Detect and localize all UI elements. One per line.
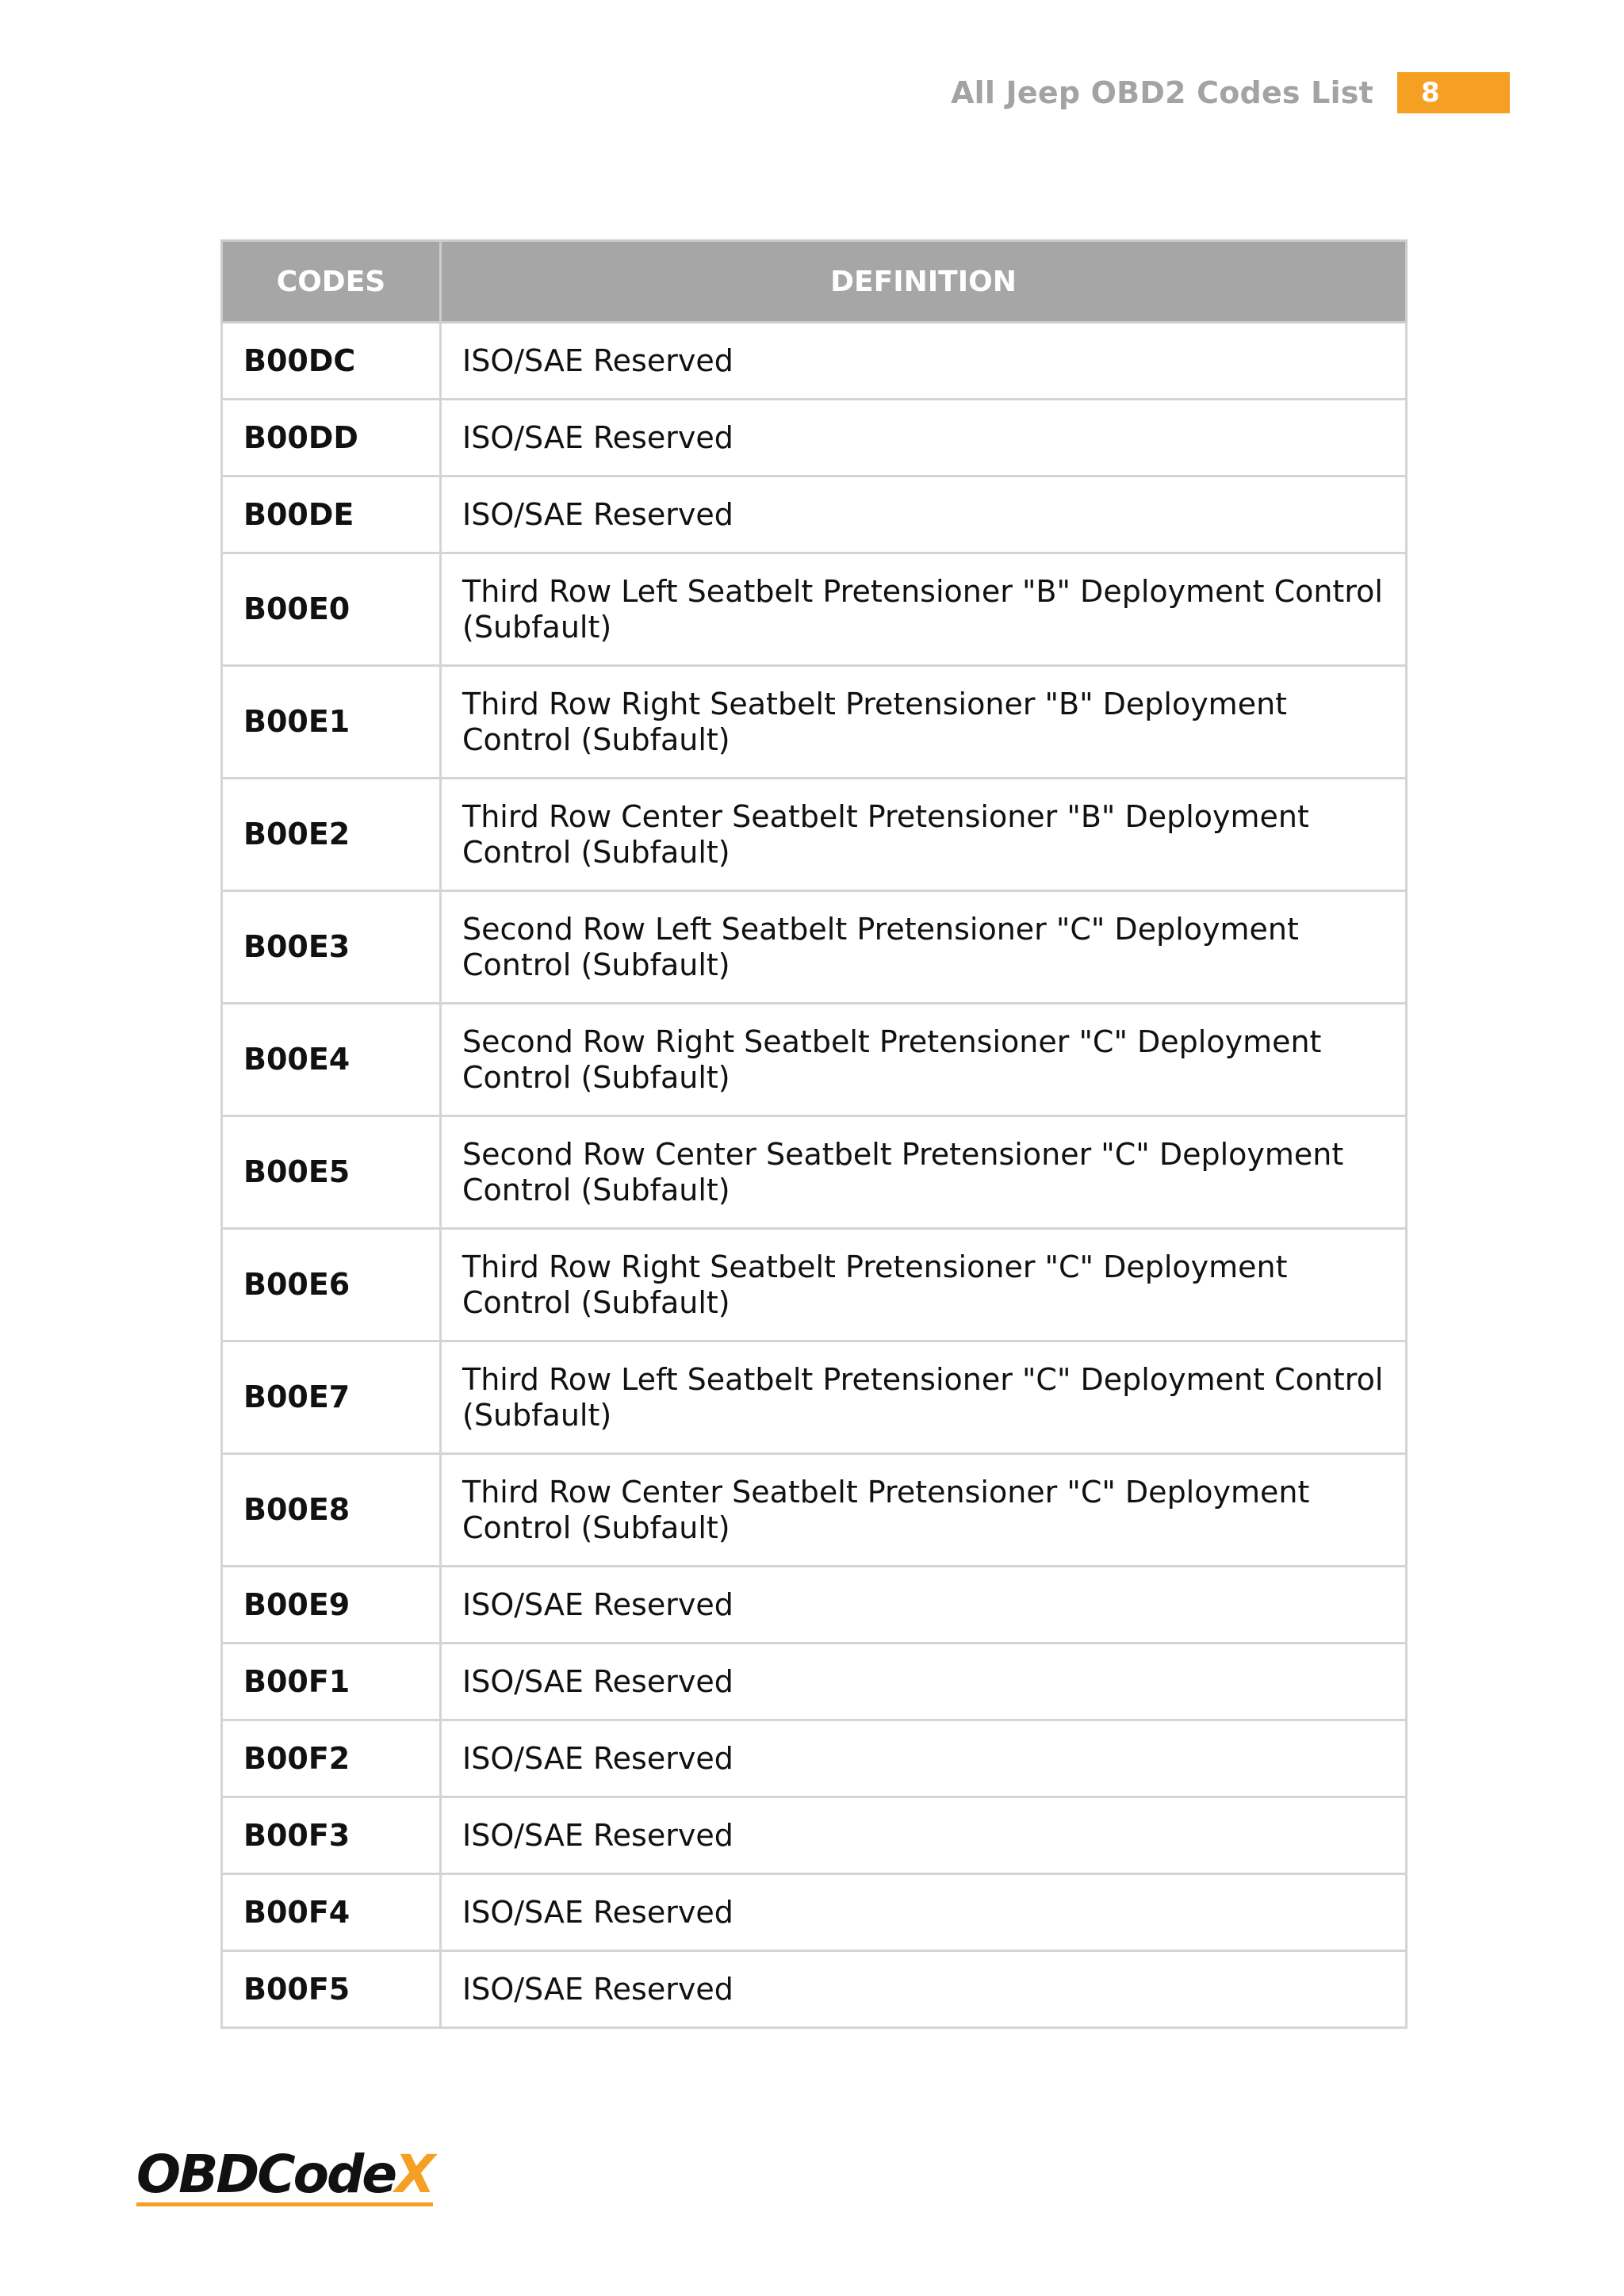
code-cell: B00F5	[222, 1951, 441, 2028]
logo-accent-text: X	[394, 2144, 433, 2205]
table-row	[222, 1229, 1407, 1341]
definition-cell: Third Row Center Seatbelt Pretensioner "C" Deployment Control (Subfault)	[441, 1454, 1407, 1567]
definition-cell: ISO/SAE Reserved	[441, 1874, 1407, 1951]
table-row	[222, 1004, 1407, 1116]
code-cell: B00E3	[222, 891, 441, 1004]
table-header-row	[222, 241, 1407, 323]
table-row	[222, 323, 1407, 400]
table-row	[222, 1951, 1407, 2028]
logo-main-text: OBDCode	[136, 2144, 395, 2205]
table-row	[222, 666, 1407, 779]
table-row	[222, 476, 1407, 553]
document-title: All Jeep OBD2 Codes List	[951, 75, 1373, 110]
table-row	[222, 779, 1407, 891]
code-cell: B00E2	[222, 779, 441, 891]
table-row	[222, 1454, 1407, 1567]
table-row	[222, 1720, 1407, 1797]
definition-cell: ISO/SAE Reserved	[441, 1567, 1407, 1644]
column-header-definition: DEFINITION	[441, 241, 1407, 323]
definition-cell: Third Row Right Seatbelt Pretensioner "C" Deployment Control (Subfault)	[441, 1229, 1407, 1341]
code-cell: B00E5	[222, 1116, 441, 1229]
code-cell: B00DD	[222, 400, 441, 476]
column-header-codes: CODES	[222, 241, 441, 323]
page-number: 8	[1397, 72, 1510, 113]
code-cell: B00DE	[222, 476, 441, 553]
obdcodex-logo	[136, 2144, 433, 2206]
definition-cell: Third Row Right Seatbelt Pretensioner "B" Deployment Control (Subfault)	[441, 666, 1407, 779]
definition-cell: ISO/SAE Reserved	[441, 1797, 1407, 1874]
code-cell: B00E0	[222, 553, 441, 666]
table-row	[222, 400, 1407, 476]
code-cell: B00DC	[222, 323, 441, 400]
definition-cell: ISO/SAE Reserved	[441, 1644, 1407, 1720]
codes-table	[220, 239, 1408, 2029]
code-cell: B00E6	[222, 1229, 441, 1341]
table-row	[222, 1874, 1407, 1951]
code-cell: B00E4	[222, 1004, 441, 1116]
definition-cell: ISO/SAE Reserved	[441, 476, 1407, 553]
table-row	[222, 553, 1407, 666]
code-cell: B00F3	[222, 1797, 441, 1874]
code-cell: B00E1	[222, 666, 441, 779]
code-cell: B00F4	[222, 1874, 441, 1951]
definition-cell: Third Row Center Seatbelt Pretensioner "B" Deployment Control (Subfault)	[441, 779, 1407, 891]
code-cell: B00E9	[222, 1567, 441, 1644]
table-row	[222, 891, 1407, 1004]
definition-cell: ISO/SAE Reserved	[441, 1720, 1407, 1797]
code-cell: B00F2	[222, 1720, 441, 1797]
definition-cell: Second Row Center Seatbelt Pretensioner "C" Deployment Control (Subfault)	[441, 1116, 1407, 1229]
code-cell: B00E8	[222, 1454, 441, 1567]
definition-cell: ISO/SAE Reserved	[441, 400, 1407, 476]
definition-cell: Third Row Left Seatbelt Pretensioner "C" Deployment Control (Subfault)	[441, 1341, 1407, 1454]
code-cell: B00E7	[222, 1341, 441, 1454]
definition-cell: Second Row Right Seatbelt Pretensioner "C" Deployment Control (Subfault)	[441, 1004, 1407, 1116]
definition-cell: ISO/SAE Reserved	[441, 1951, 1407, 2028]
code-cell: B00F1	[222, 1644, 441, 1720]
table-row	[222, 1116, 1407, 1229]
table-row	[222, 1341, 1407, 1454]
table-row	[222, 1567, 1407, 1644]
definition-cell: Second Row Left Seatbelt Pretensioner "C" Deployment Control (Subfault)	[441, 891, 1407, 1004]
definition-cell: Third Row Left Seatbelt Pretensioner "B" Deployment Control (Subfault)	[441, 553, 1407, 666]
table-row	[222, 1644, 1407, 1720]
page-header	[951, 71, 1510, 114]
table-row	[222, 1797, 1407, 1874]
definition-cell: ISO/SAE Reserved	[441, 323, 1407, 400]
